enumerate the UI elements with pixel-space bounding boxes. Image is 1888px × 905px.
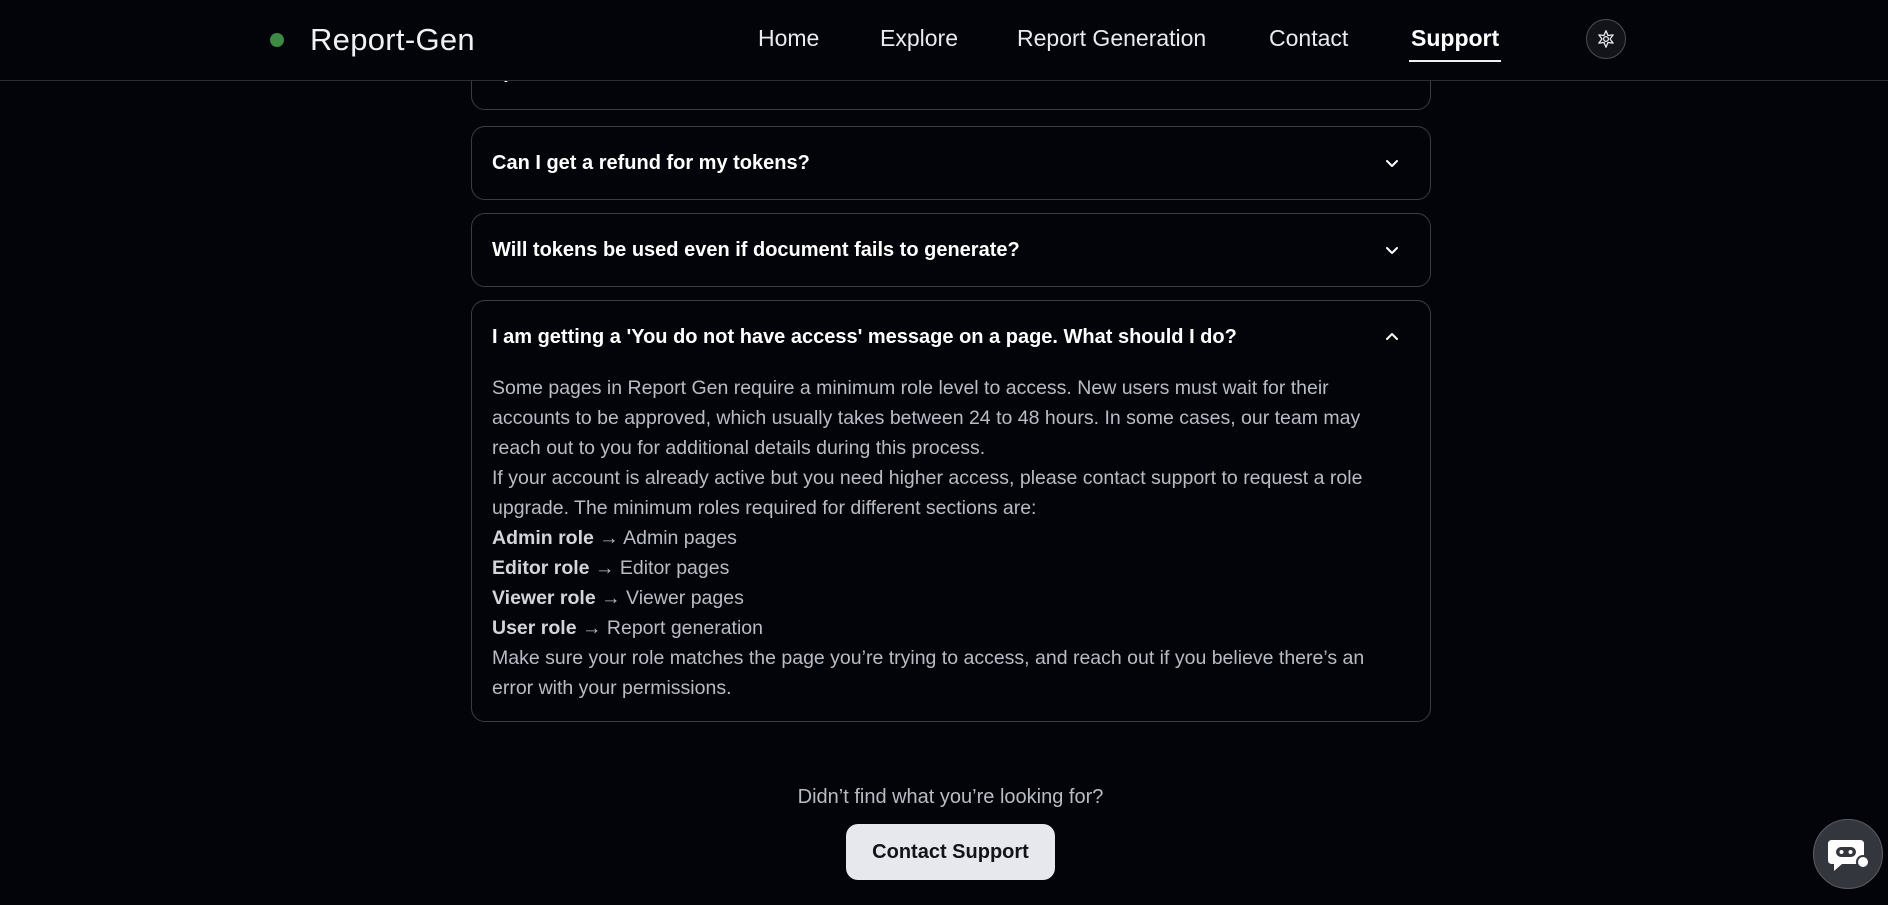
faq-item-refund[interactable] — [471, 126, 1431, 200]
faq-question: Will tokens be used even if document fails to generate? — [492, 238, 1020, 261]
role-name: Editor role — [492, 557, 590, 579]
role-name: Admin role — [492, 527, 594, 549]
faq-answer — [472, 373, 1430, 721]
nav-support[interactable]: Support — [1411, 22, 1499, 62]
nav-explore[interactable]: Explore — [880, 25, 958, 51]
chat-widget-button[interactable] — [1813, 819, 1883, 889]
faq-item-tokens-on-failure[interactable] — [471, 213, 1431, 287]
answer-outro: Make sure your role matches the page you’re trying to access, and reach out if you believe there’s an error with your permissions. — [492, 647, 1365, 699]
faq-toggle[interactable] — [472, 301, 1430, 373]
faq-item-access[interactable] — [471, 300, 1431, 722]
contact-support-button[interactable]: Contact Support — [846, 824, 1055, 880]
role-name: Viewer role — [492, 587, 596, 609]
faq-question: Can I get a refund for my tokens? — [492, 151, 810, 174]
brand-name: Report-Gen — [310, 22, 475, 57]
help-prompt: Didn’t find what you’re looking for? — [797, 786, 1104, 808]
nav-report-generation[interactable]: Report Generation — [1017, 25, 1207, 51]
role-arrow: → — [601, 587, 621, 609]
role-name: User role — [492, 617, 577, 639]
brand-status-dot — [270, 33, 284, 47]
role-target: Report generation — [606, 617, 763, 639]
faq-toggle[interactable] — [472, 214, 1430, 286]
chevron-down-icon — [1384, 242, 1400, 258]
role-item-admin — [492, 523, 1410, 553]
nav-home[interactable]: Home — [758, 25, 820, 51]
role-target: Admin pages — [623, 527, 737, 549]
role-arrow: → — [594, 557, 615, 579]
brand[interactable] — [270, 22, 475, 58]
answer-intro: Some pages in Report Gen require a minimum role level to access. New users must wait for their accounts to be approved, which usually takes between 24 to 48 hours. In some cases, our team may reach out to you for additional details during this process. — [492, 377, 1361, 459]
role-target: Viewer pages — [626, 587, 744, 609]
chevron-up-icon — [1384, 329, 1400, 345]
role-arrow: → — [581, 617, 602, 639]
faq-question: I am getting a 'You do not have access' message on a page. What should I do? — [492, 325, 1237, 348]
sun-icon — [1595, 28, 1617, 50]
theme-toggle-button[interactable] — [1586, 19, 1626, 59]
role-item-viewer — [492, 583, 1410, 613]
chat-bot-icon — [1826, 834, 1870, 874]
nav-contact[interactable]: Contact — [1269, 25, 1349, 51]
role-arrow: → — [599, 527, 619, 549]
navbar — [0, 0, 1888, 81]
role-item-user — [492, 613, 1410, 643]
role-target: Editor pages — [619, 557, 730, 579]
role-item-editor — [492, 553, 1410, 583]
faq-toggle[interactable] — [472, 127, 1430, 199]
chevron-down-icon — [1384, 155, 1400, 171]
answer-note: If your account is already active but you need higher access, please contact support to request a role upgrade. The minimum roles required for different sections are: — [492, 467, 1363, 519]
